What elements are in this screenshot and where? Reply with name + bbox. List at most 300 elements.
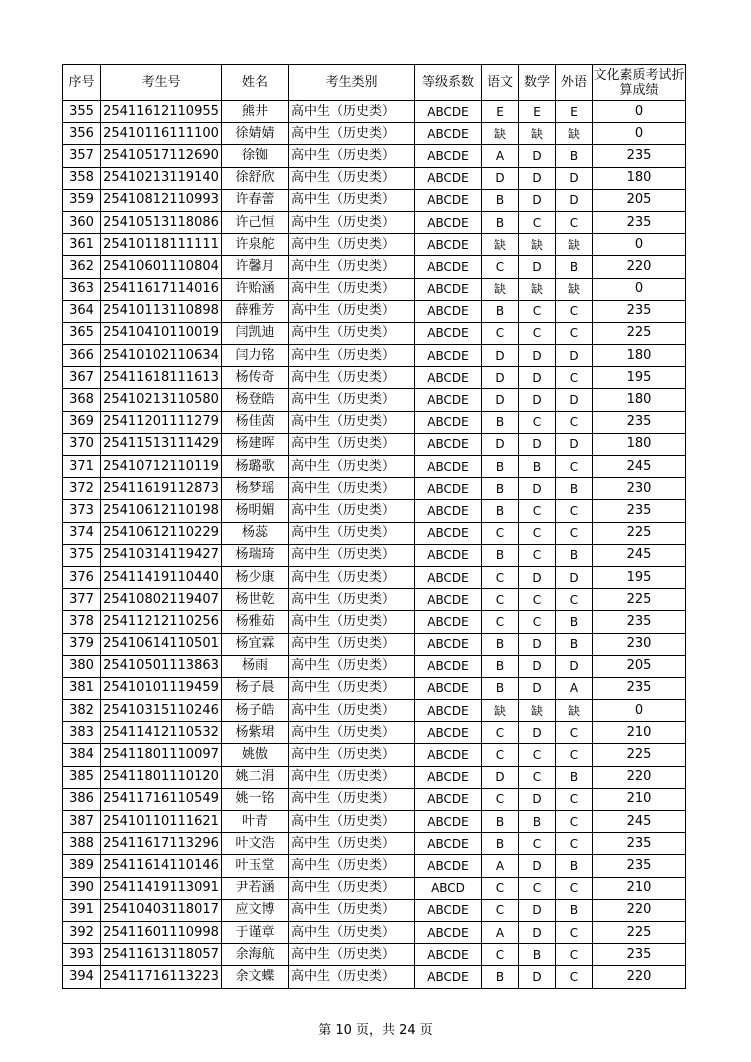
cell-foreign-language: C — [556, 300, 593, 322]
cell-category: 高中生（历史类） — [289, 123, 415, 145]
cell-name: 杨宜霖 — [222, 633, 289, 655]
cell-exam-id: 25411801110120 — [101, 766, 222, 788]
table-row — [63, 367, 686, 389]
cell-serial: 372 — [63, 478, 101, 500]
cell-converted-score: 235 — [593, 677, 686, 699]
cell-chinese: D — [482, 345, 519, 367]
cell-chinese: A — [482, 855, 519, 877]
cell-math: D — [519, 899, 556, 921]
table-row — [63, 123, 686, 145]
cell-exam-id: 25410113110898 — [101, 300, 222, 322]
cell-converted-score: 0 — [593, 278, 686, 300]
cell-exam-id: 25410213119140 — [101, 167, 222, 189]
cell-serial: 362 — [63, 256, 101, 278]
cell-name: 杨紫珺 — [222, 722, 289, 744]
cell-converted-score: 0 — [593, 123, 686, 145]
cell-category: 高中生（历史类） — [289, 167, 415, 189]
table-row — [63, 522, 686, 544]
cell-chinese: D — [482, 433, 519, 455]
cell-math: C — [519, 833, 556, 855]
cell-exam-id: 25411716113223 — [101, 966, 222, 988]
cell-grade-coefficient: ABCDE — [415, 855, 482, 877]
cell-converted-score: 180 — [593, 433, 686, 455]
cell-foreign-language: C — [556, 811, 593, 833]
cell-name: 杨登皓 — [222, 389, 289, 411]
cell-chinese: B — [482, 655, 519, 677]
cell-category: 高中生（历史类） — [289, 345, 415, 367]
header-exam-id: 考生号 — [101, 65, 222, 101]
cell-grade-coefficient: ABCDE — [415, 211, 482, 233]
cell-chinese: C — [482, 944, 519, 966]
cell-math: C — [519, 589, 556, 611]
cell-serial: 358 — [63, 167, 101, 189]
cell-category: 高中生（历史类） — [289, 411, 415, 433]
cell-grade-coefficient: ABCD — [415, 877, 482, 899]
cell-grade-coefficient: ABCDE — [415, 788, 482, 810]
cell-serial: 387 — [63, 811, 101, 833]
cell-foreign-language: C — [556, 966, 593, 988]
cell-foreign-language: B — [556, 611, 593, 633]
table-row — [63, 722, 686, 744]
cell-math: C — [519, 766, 556, 788]
cell-grade-coefficient: ABCDE — [415, 389, 482, 411]
cell-exam-id: 25410601110804 — [101, 256, 222, 278]
cell-grade-coefficient: ABCDE — [415, 522, 482, 544]
cell-exam-id: 25410118111111 — [101, 234, 222, 256]
table-row — [63, 167, 686, 189]
page-footer: 第 10 页，共 24 页 — [318, 1023, 433, 1038]
table-row — [63, 278, 686, 300]
table-row — [63, 677, 686, 699]
cell-name: 许馨月 — [222, 256, 289, 278]
cell-serial: 365 — [63, 322, 101, 344]
cell-serial: 382 — [63, 700, 101, 722]
cell-grade-coefficient: ABCDE — [415, 566, 482, 588]
cell-math: 缺 — [519, 234, 556, 256]
cell-math: D — [519, 167, 556, 189]
cell-exam-id: 25411513111429 — [101, 433, 222, 455]
cell-category: 高中生（历史类） — [289, 811, 415, 833]
cell-chinese: B — [482, 811, 519, 833]
cell-category: 高中生（历史类） — [289, 433, 415, 455]
cell-chinese: B — [482, 966, 519, 988]
cell-category: 高中生（历史类） — [289, 833, 415, 855]
cell-converted-score: 180 — [593, 167, 686, 189]
cell-name: 杨蕊 — [222, 522, 289, 544]
cell-converted-score: 195 — [593, 367, 686, 389]
cell-math: 缺 — [519, 123, 556, 145]
cell-serial: 392 — [63, 921, 101, 943]
cell-foreign-language: D — [556, 655, 593, 677]
cell-serial: 371 — [63, 456, 101, 478]
cell-category: 高中生（历史类） — [289, 500, 415, 522]
cell-math: D — [519, 389, 556, 411]
cell-grade-coefficient: ABCDE — [415, 744, 482, 766]
cell-name: 余文蝶 — [222, 966, 289, 988]
cell-chinese: C — [482, 589, 519, 611]
cell-category: 高中生（历史类） — [289, 589, 415, 611]
cell-category: 高中生（历史类） — [289, 633, 415, 655]
cell-category: 高中生（历史类） — [289, 766, 415, 788]
cell-grade-coefficient: ABCDE — [415, 677, 482, 699]
header-chinese: 语文 — [482, 65, 519, 101]
cell-math: C — [519, 300, 556, 322]
table-body — [63, 101, 686, 989]
cell-converted-score: 225 — [593, 589, 686, 611]
cell-math: D — [519, 921, 556, 943]
cell-math: D — [519, 722, 556, 744]
cell-serial: 369 — [63, 411, 101, 433]
cell-foreign-language: D — [556, 189, 593, 211]
cell-exam-id: 25410517112690 — [101, 145, 222, 167]
cell-chinese: C — [482, 566, 519, 588]
cell-category: 高中生（历史类） — [289, 256, 415, 278]
table-row — [63, 544, 686, 566]
cell-chinese: D — [482, 167, 519, 189]
cell-name: 闫力铭 — [222, 345, 289, 367]
cell-serial: 394 — [63, 966, 101, 988]
cell-category: 高中生（历史类） — [289, 544, 415, 566]
cell-grade-coefficient: ABCDE — [415, 766, 482, 788]
table-row — [63, 921, 686, 943]
cell-converted-score: 210 — [593, 722, 686, 744]
cell-foreign-language: D — [556, 566, 593, 588]
table-row — [63, 345, 686, 367]
cell-serial: 393 — [63, 944, 101, 966]
cell-math: D — [519, 677, 556, 699]
cell-name: 于谨章 — [222, 921, 289, 943]
table-row — [63, 211, 686, 233]
cell-chinese: A — [482, 145, 519, 167]
cell-name: 杨梦瑶 — [222, 478, 289, 500]
cell-serial: 364 — [63, 300, 101, 322]
cell-chinese: B — [482, 633, 519, 655]
table-row — [63, 766, 686, 788]
cell-exam-id: 25411601110998 — [101, 921, 222, 943]
cell-exam-id: 25410403118017 — [101, 899, 222, 921]
cell-category: 高中生（历史类） — [289, 101, 415, 123]
cell-chinese: E — [482, 101, 519, 123]
cell-grade-coefficient: ABCDE — [415, 145, 482, 167]
cell-foreign-language: B — [556, 899, 593, 921]
cell-serial: 375 — [63, 544, 101, 566]
cell-converted-score: 225 — [593, 522, 686, 544]
cell-grade-coefficient: ABCDE — [415, 456, 482, 478]
cell-converted-score: 235 — [593, 500, 686, 522]
table-row — [63, 966, 686, 988]
cell-serial: 361 — [63, 234, 101, 256]
cell-math: D — [519, 345, 556, 367]
cell-name: 熊井 — [222, 101, 289, 123]
cell-name: 叶文浩 — [222, 833, 289, 855]
cell-grade-coefficient: ABCDE — [415, 256, 482, 278]
cell-exam-id: 25411419113091 — [101, 877, 222, 899]
cell-chinese: B — [482, 677, 519, 699]
cell-exam-id: 25411412110532 — [101, 722, 222, 744]
table-row — [63, 256, 686, 278]
cell-serial: 376 — [63, 566, 101, 588]
cell-exam-id: 25410712110119 — [101, 456, 222, 478]
cell-foreign-language: C — [556, 367, 593, 389]
cell-foreign-language: B — [556, 855, 593, 877]
table-row — [63, 788, 686, 810]
cell-grade-coefficient: ABCDE — [415, 189, 482, 211]
cell-serial: 363 — [63, 278, 101, 300]
cell-exam-id: 25410314119427 — [101, 544, 222, 566]
cell-category: 高中生（历史类） — [289, 322, 415, 344]
cell-converted-score: 210 — [593, 877, 686, 899]
cell-name: 许泉舵 — [222, 234, 289, 256]
cell-foreign-language: C — [556, 322, 593, 344]
cell-converted-score: 210 — [593, 788, 686, 810]
table-row — [63, 478, 686, 500]
cell-serial: 379 — [63, 633, 101, 655]
cell-converted-score: 220 — [593, 966, 686, 988]
cell-foreign-language: C — [556, 944, 593, 966]
table-row — [63, 611, 686, 633]
cell-foreign-language: B — [556, 256, 593, 278]
cell-name: 杨世乾 — [222, 589, 289, 611]
cell-chinese: C — [482, 322, 519, 344]
cell-converted-score: 235 — [593, 944, 686, 966]
cell-converted-score: 0 — [593, 234, 686, 256]
cell-foreign-language: C — [556, 589, 593, 611]
cell-foreign-language: C — [556, 500, 593, 522]
cell-chinese: 缺 — [482, 123, 519, 145]
cell-grade-coefficient: ABCDE — [415, 101, 482, 123]
cell-foreign-language: C — [556, 456, 593, 478]
cell-serial: 389 — [63, 855, 101, 877]
cell-name: 杨传奇 — [222, 367, 289, 389]
cell-exam-id: 25411613118057 — [101, 944, 222, 966]
cell-exam-id: 25411201111279 — [101, 411, 222, 433]
cell-exam-id: 25411212110256 — [101, 611, 222, 633]
cell-serial: 373 — [63, 500, 101, 522]
cell-chinese: C — [482, 899, 519, 921]
cell-category: 高中生（历史类） — [289, 145, 415, 167]
table-row — [63, 877, 686, 899]
table-row — [63, 811, 686, 833]
header-foreign-language: 外语 — [556, 65, 593, 101]
cell-serial: 377 — [63, 589, 101, 611]
cell-converted-score: 235 — [593, 211, 686, 233]
cell-name: 徐婧婧 — [222, 123, 289, 145]
table-row — [63, 833, 686, 855]
header-converted-score: 文化素质考试折算成绩 — [593, 65, 686, 101]
table-row — [63, 655, 686, 677]
cell-name: 杨子皓 — [222, 700, 289, 722]
cell-foreign-language: D — [556, 433, 593, 455]
cell-name: 姚一铭 — [222, 788, 289, 810]
header-name: 姓名 — [222, 65, 289, 101]
table-row — [63, 411, 686, 433]
cell-category: 高中生（历史类） — [289, 278, 415, 300]
cell-name: 杨璐歌 — [222, 456, 289, 478]
table-row — [63, 500, 686, 522]
cell-math: D — [519, 855, 556, 877]
cell-foreign-language: B — [556, 478, 593, 500]
cell-foreign-language: 缺 — [556, 700, 593, 722]
cell-foreign-language: 缺 — [556, 234, 593, 256]
cell-exam-id: 25410513118086 — [101, 211, 222, 233]
cell-grade-coefficient: ABCDE — [415, 722, 482, 744]
cell-serial: 355 — [63, 101, 101, 123]
cell-math: C — [519, 611, 556, 633]
cell-name: 许己恒 — [222, 211, 289, 233]
cell-category: 高中生（历史类） — [289, 921, 415, 943]
cell-chinese: B — [482, 478, 519, 500]
cell-name: 徐铷 — [222, 145, 289, 167]
cell-math: C — [519, 411, 556, 433]
cell-name: 闫凯迪 — [222, 322, 289, 344]
cell-foreign-language: 缺 — [556, 123, 593, 145]
cell-converted-score: 245 — [593, 811, 686, 833]
cell-exam-id: 25410410110019 — [101, 322, 222, 344]
cell-name: 许贻涵 — [222, 278, 289, 300]
cell-name: 杨明媚 — [222, 500, 289, 522]
cell-math: 缺 — [519, 278, 556, 300]
cell-math: B — [519, 944, 556, 966]
cell-category: 高中生（历史类） — [289, 389, 415, 411]
cell-name: 姚二涓 — [222, 766, 289, 788]
cell-chinese: C — [482, 522, 519, 544]
cell-foreign-language: C — [556, 522, 593, 544]
table-row — [63, 566, 686, 588]
cell-exam-id: 25410612110198 — [101, 500, 222, 522]
table-row — [63, 322, 686, 344]
table-row — [63, 589, 686, 611]
cell-math: B — [519, 456, 556, 478]
cell-name: 尹若涵 — [222, 877, 289, 899]
cell-category: 高中生（历史类） — [289, 722, 415, 744]
cell-converted-score: 235 — [593, 145, 686, 167]
cell-exam-id: 25411617113296 — [101, 833, 222, 855]
cell-grade-coefficient: ABCDE — [415, 921, 482, 943]
cell-grade-coefficient: ABCDE — [415, 300, 482, 322]
cell-category: 高中生（历史类） — [289, 522, 415, 544]
cell-exam-id: 25410101119459 — [101, 677, 222, 699]
cell-converted-score: 235 — [593, 300, 686, 322]
cell-foreign-language: 缺 — [556, 278, 593, 300]
cell-converted-score: 220 — [593, 899, 686, 921]
cell-chinese: B — [482, 300, 519, 322]
cell-grade-coefficient: ABCDE — [415, 367, 482, 389]
cell-converted-score: 235 — [593, 833, 686, 855]
cell-serial: 368 — [63, 389, 101, 411]
cell-math: D — [519, 189, 556, 211]
table-row — [63, 700, 686, 722]
cell-category: 高中生（历史类） — [289, 655, 415, 677]
cell-grade-coefficient: ABCDE — [415, 411, 482, 433]
cell-chinese: C — [482, 611, 519, 633]
cell-category: 高中生（历史类） — [289, 700, 415, 722]
cell-math: D — [519, 145, 556, 167]
cell-foreign-language: D — [556, 167, 593, 189]
cell-chinese: C — [482, 877, 519, 899]
cell-converted-score: 205 — [593, 655, 686, 677]
cell-name: 杨子晨 — [222, 677, 289, 699]
cell-math: D — [519, 655, 556, 677]
cell-name: 叶青 — [222, 811, 289, 833]
table-row — [63, 145, 686, 167]
cell-converted-score: 230 — [593, 478, 686, 500]
cell-chinese: B — [482, 189, 519, 211]
cell-chinese: C — [482, 256, 519, 278]
cell-converted-score: 245 — [593, 456, 686, 478]
cell-math: C — [519, 322, 556, 344]
cell-category: 高中生（历史类） — [289, 300, 415, 322]
header-grade-coefficient: 等级系数 — [415, 65, 482, 101]
cell-math: D — [519, 633, 556, 655]
cell-serial: 381 — [63, 677, 101, 699]
cell-foreign-language: D — [556, 389, 593, 411]
cell-serial: 359 — [63, 189, 101, 211]
cell-exam-id: 25410116111100 — [101, 123, 222, 145]
cell-exam-id: 25411619112873 — [101, 478, 222, 500]
cell-chinese: D — [482, 389, 519, 411]
table-row — [63, 456, 686, 478]
cell-grade-coefficient: ABCDE — [415, 899, 482, 921]
cell-foreign-language: C — [556, 921, 593, 943]
cell-grade-coefficient: ABCDE — [415, 633, 482, 655]
cell-converted-score: 0 — [593, 700, 686, 722]
cell-name: 应文博 — [222, 899, 289, 921]
cell-chinese: B — [482, 544, 519, 566]
cell-name: 徐舒欣 — [222, 167, 289, 189]
cell-category: 高中生（历史类） — [289, 677, 415, 699]
cell-chinese: D — [482, 367, 519, 389]
cell-exam-id: 25410614110501 — [101, 633, 222, 655]
cell-chinese: D — [482, 766, 519, 788]
cell-foreign-language: C — [556, 722, 593, 744]
cell-category: 高中生（历史类） — [289, 944, 415, 966]
cell-grade-coefficient: ABCDE — [415, 544, 482, 566]
cell-serial: 385 — [63, 766, 101, 788]
table-row — [63, 744, 686, 766]
cell-serial: 374 — [63, 522, 101, 544]
cell-exam-id: 25410812110993 — [101, 189, 222, 211]
cell-name: 余海航 — [222, 944, 289, 966]
cell-chinese: B — [482, 411, 519, 433]
cell-category: 高中生（历史类） — [289, 966, 415, 988]
cell-exam-id: 25411419110440 — [101, 566, 222, 588]
cell-grade-coefficient: ABCDE — [415, 433, 482, 455]
cell-name: 姚傲 — [222, 744, 289, 766]
cell-foreign-language: A — [556, 677, 593, 699]
cell-chinese: C — [482, 722, 519, 744]
cell-exam-id: 25411801110097 — [101, 744, 222, 766]
cell-math: C — [519, 522, 556, 544]
cell-foreign-language: D — [556, 345, 593, 367]
cell-exam-id: 25410213110580 — [101, 389, 222, 411]
table-row — [63, 189, 686, 211]
header-serial: 序号 — [63, 65, 101, 101]
cell-name: 杨佳茵 — [222, 411, 289, 433]
cell-serial: 390 — [63, 877, 101, 899]
cell-math: D — [519, 566, 556, 588]
cell-converted-score: 220 — [593, 766, 686, 788]
cell-grade-coefficient: ABCDE — [415, 345, 482, 367]
cell-converted-score: 180 — [593, 345, 686, 367]
cell-category: 高中生（历史类） — [289, 788, 415, 810]
cell-chinese: A — [482, 921, 519, 943]
cell-exam-id: 25410102110634 — [101, 345, 222, 367]
table-row — [63, 633, 686, 655]
cell-chinese: B — [482, 833, 519, 855]
cell-category: 高中生（历史类） — [289, 877, 415, 899]
cell-category: 高中生（历史类） — [289, 899, 415, 921]
cell-foreign-language: B — [556, 766, 593, 788]
